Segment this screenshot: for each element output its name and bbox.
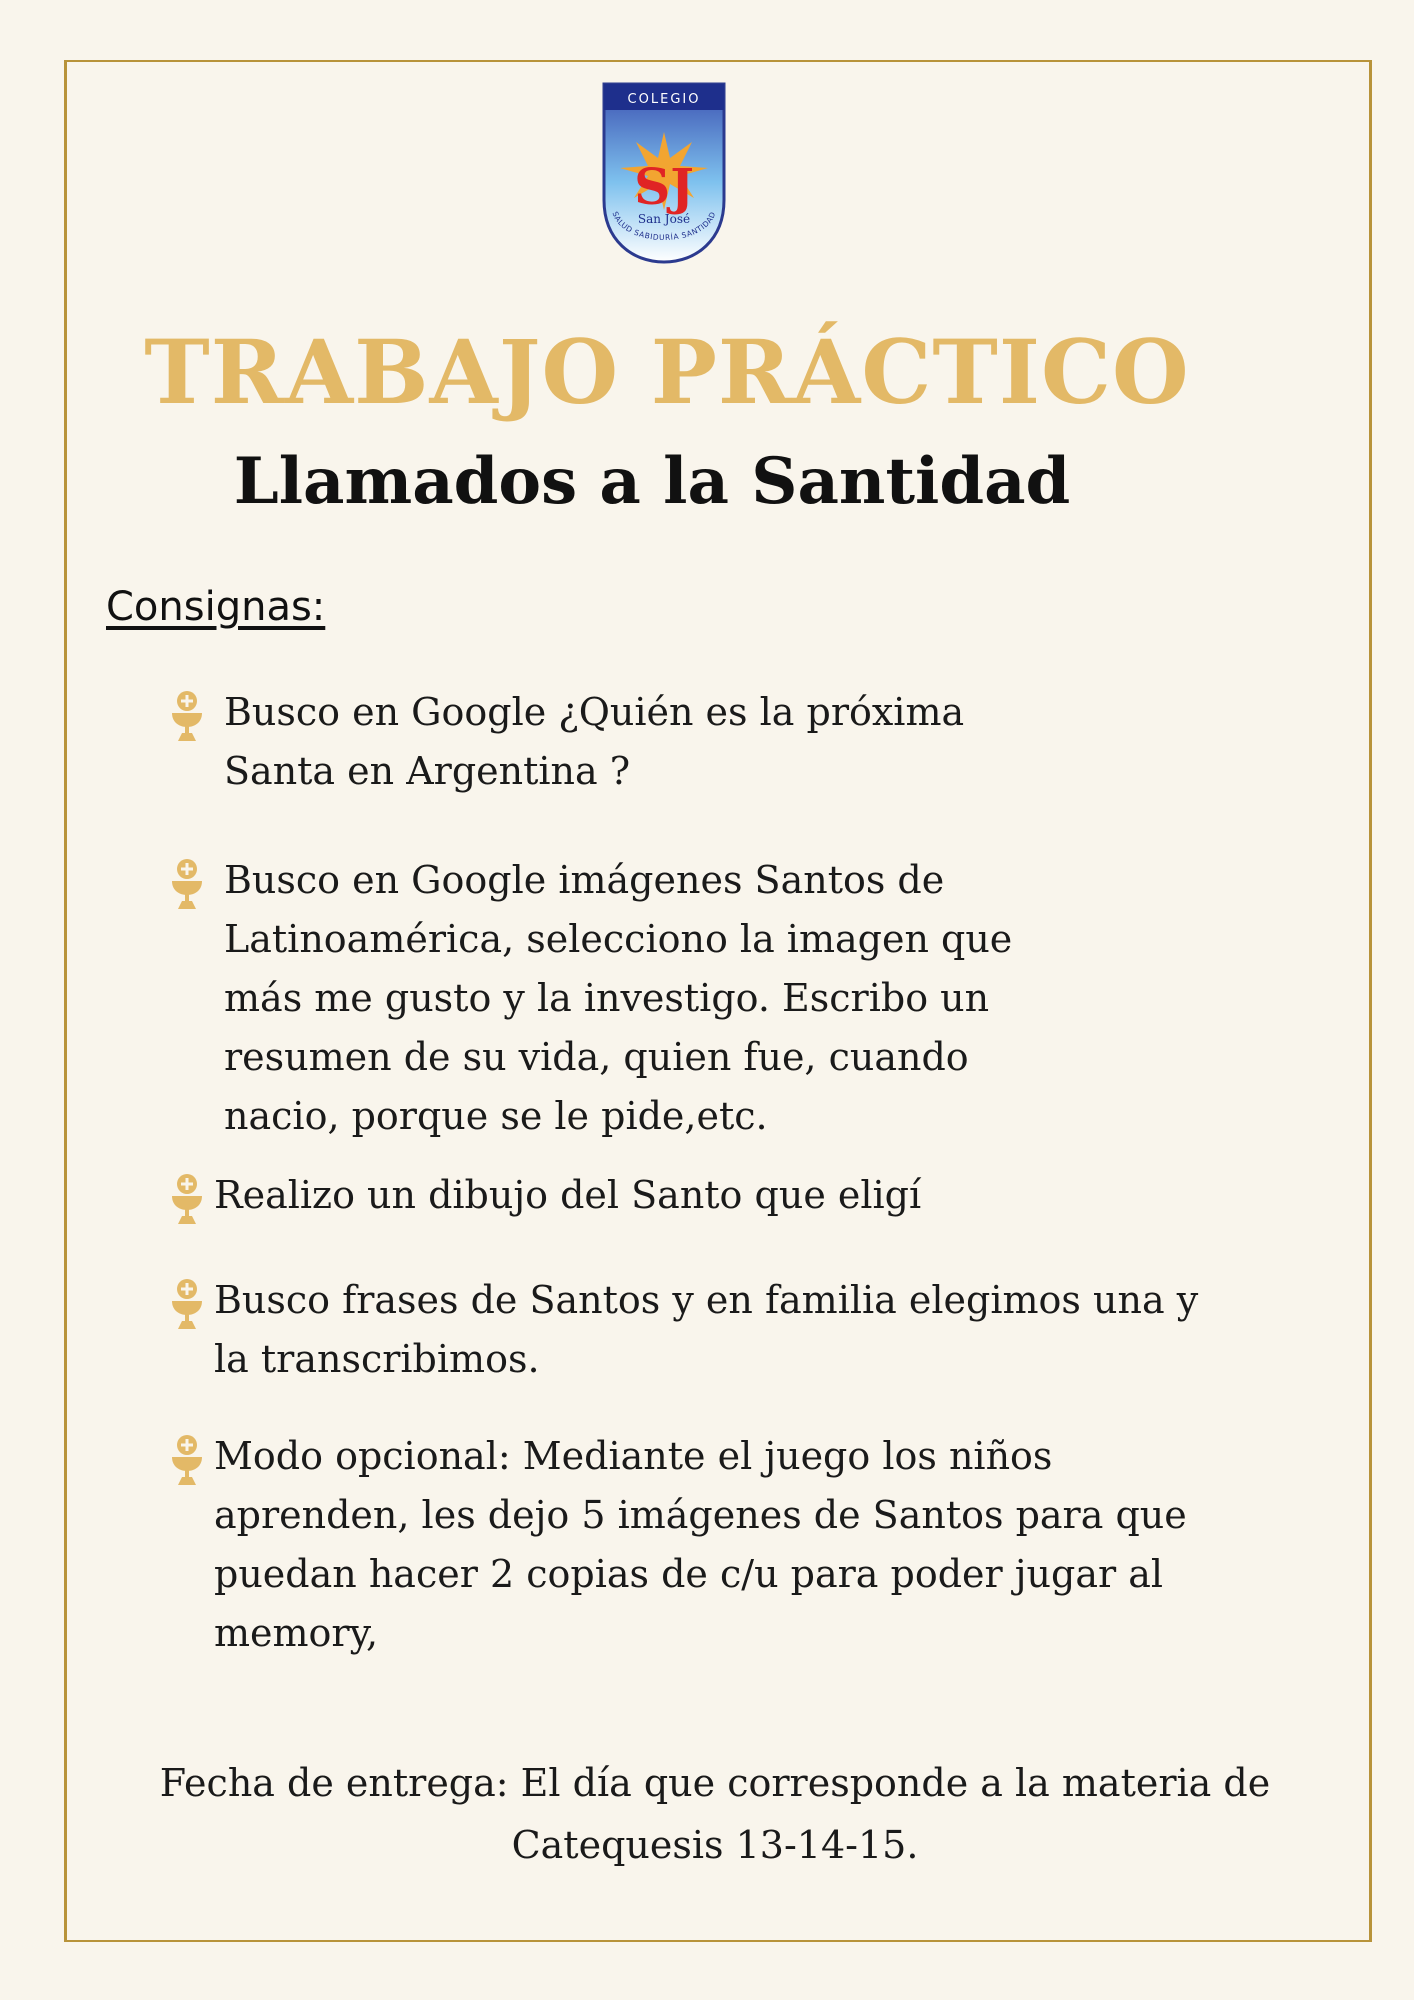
logo-top-text: COLEGIO (627, 92, 701, 107)
instruction-text: Busco en Google imágenes Santos de Latinoamérica, selecciono la imagen que más me gusto y la investigo. Escribo un resumen de su vida, quien fue, cuando nacio, porque se le pide,etc. (224, 858, 1013, 1138)
chalice-host-icon (170, 689, 204, 743)
chalice-host-icon (170, 1433, 204, 1487)
school-crest-logo (600, 80, 728, 266)
instruction-text: Modo opcional: Mediante el juego los niños aprenden, les dejo 5 imágenes de Santos para que puedan hacer 2 copias de c/u para poder jugar al memory, (214, 1434, 1187, 1655)
instruction-item (170, 683, 1070, 801)
instructions-heading: Consignas: (106, 584, 326, 630)
instruction-text: Busco en Google ¿Quién es la próxima Santa en Argentina ? (224, 690, 965, 793)
instruction-item (170, 1271, 1320, 1389)
chalice-host-icon (170, 857, 204, 911)
instruction-item (170, 1427, 1320, 1663)
chalice-host-icon (170, 1277, 204, 1331)
logo-motto: SALUD SABIDURÍA SANTIDAD (610, 210, 718, 243)
due-date-note: Fecha de entrega: El día que corresponde a la materia de Catequesis 13-14-15. (159, 1761, 1271, 1867)
instruction-item (170, 851, 1130, 1146)
logo-school-name: San José (637, 212, 691, 226)
instruction-text: Realizo un dibujo del Santo que eligí (214, 1173, 922, 1217)
instruction-text: Busco frases de Santos y en familia elegimos una y la transcribimos. (214, 1278, 1199, 1381)
page-subtitle: Llamados a la Santidad (233, 444, 1071, 519)
instruction-item (170, 1166, 1130, 1225)
page-title: TRABAJO PRÁCTICO (144, 320, 1190, 424)
logo-monogram: SJ (634, 157, 694, 216)
chalice-host-icon (170, 1172, 204, 1226)
